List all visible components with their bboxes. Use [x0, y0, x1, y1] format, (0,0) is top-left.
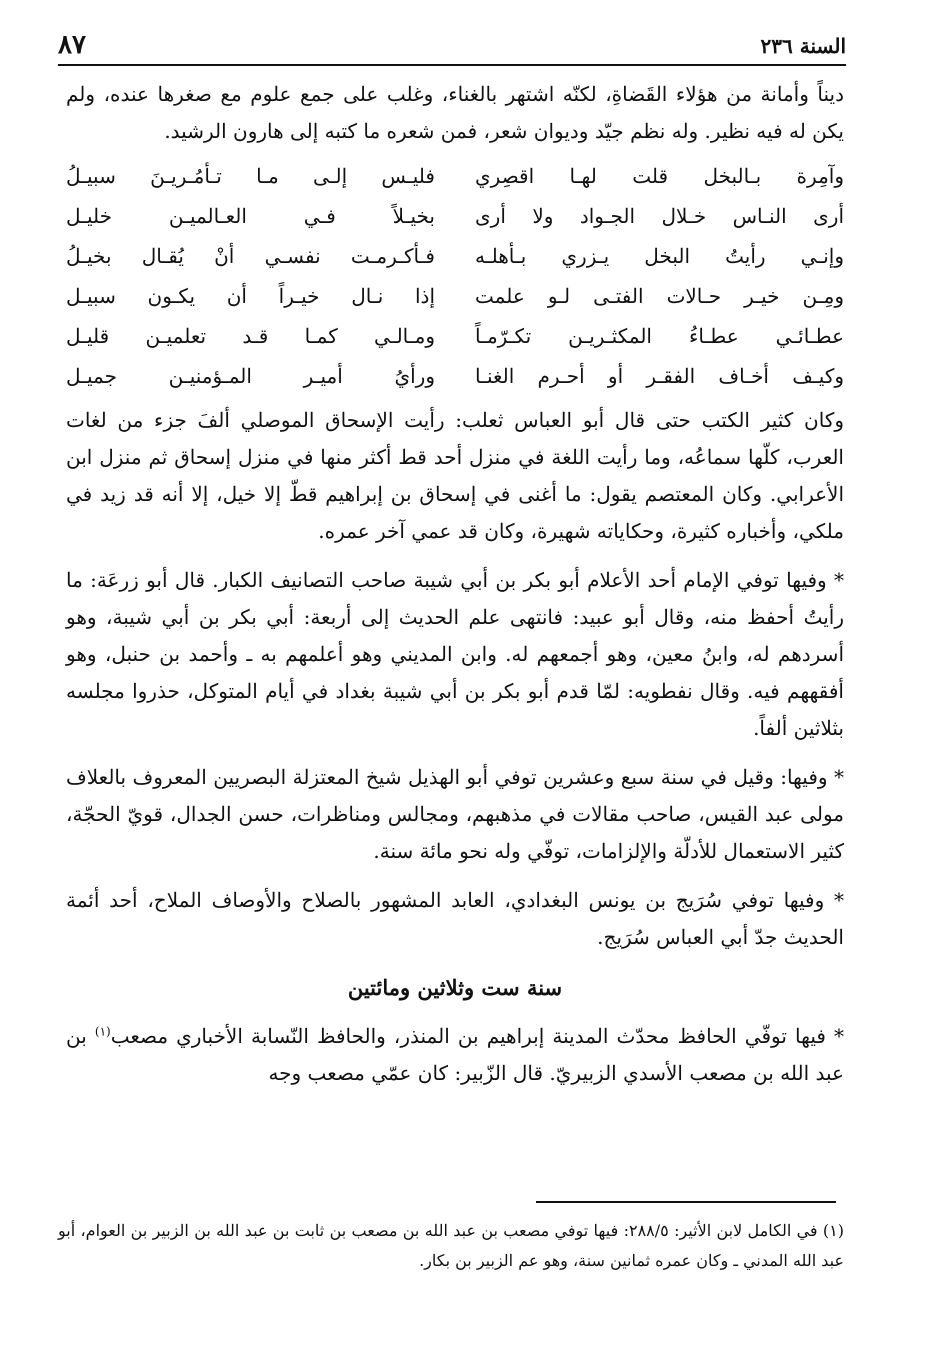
verse-3-first-hemistich: وإنـي رأيتُ البخل يـزري بـأهلـه	[475, 244, 844, 268]
verse-2-second-hemistich: بخيـلاً فـي العـالميـن خليـل	[66, 204, 435, 228]
verse-2-first-hemistich: أرى النـاس خـلال الجـواد ولا أرى	[475, 204, 844, 228]
page-number: ٨٧	[58, 30, 86, 60]
paragraph-abu-hudhayl: * وفيها: وقيل في سنة سبع وعشرين توفي أبو الهذيل شيخ المعتزلة البصريين المعروف بالعلاف مولى عبد القيس، صاحب مقالات في مذهبهم، ومجالس ومناظرات، حسن الجدال، قويّ الحجّة، كثير الاستعمال للأدلّة والإلزامات، توفّي وله نحو مائة سنة.	[66, 765, 844, 863]
verse-3-second-hemistich: فـأكـرمـت نفسـي أنْ يُقـال بخيـلُ	[66, 244, 435, 268]
verse-1-first-hemistich: وآمِرة بـالبخل قلت لهـا اقصِري	[475, 164, 844, 188]
year-236-text-end: بن عبد الله بن مصعب الأسدي الزبيريّ. قال الزّبير: كان عمّي مصعب وجه	[66, 1024, 844, 1085]
paragraph-surayj: * وفيها توفي سُرَيج بن يونس البغدادي، العابد المشهور بالصلاح والأوصاف الملاح، أحد أئمة الحديث جدّ أبي العباس سُرَيج.	[66, 888, 844, 949]
paragraph-abu-bakr: * وفيها توفي الإمام أحد الأعلام أبو بكر بن أبي شيبة صاحب التصانيف الكبار. قال أبو زرعَة: ما رأيتُ أحفظ منه، وقال أبو عبيد: فانتهى علم الحديث إلى أربعة: أبي بكر بن أبي شيبة، وهو أسردهم له، وابنُ معين، وهو أجمعهم له. وابن المديني وهو أعلمهم به ـ وأحمد بن حنبل، وهو أفقههم فيه. وقال نفطويه: لمّا قدم أبو بكر بن أبي شيبة بغداد في أيام المتوكل، حذروا مجلسه بثلاثين ألفاً.	[66, 568, 844, 740]
verse-5-first-hemistich: عطـائـي عطـاءُ المكثـريـن تكـرّمـاً	[475, 324, 844, 348]
page-header	[58, 30, 846, 64]
main-text	[66, 76, 844, 1092]
paragraph-intro: ديناً وأمانة من هؤلاء القَضاةِ، لكنّه اشتهر بالغناء، وغلب على جمع علوم مع صغرها عنده، ولم يكن له فيه نظير. وله نظم جيّد وديوان شعر، فمن شعره ما كتبه إلى هارون الرشيد.	[66, 82, 844, 143]
section-title: سنة ست وثلاثين ومائتين	[347, 975, 563, 1000]
verse-4-second-hemistich: إذا نـال خيـراً أن يكـون سبيـل	[66, 284, 435, 308]
verse-5-second-hemistich: ومـالـي كمـا قـد تعلميـن قليـل	[66, 324, 435, 348]
year-236-text-start: * فيها توفّي الحافظ محدّث المدينة إبراهيم بن المنذر، والحافظ النّسابة الأخباري مصعب	[110, 1024, 844, 1048]
footnote-rule	[536, 1201, 836, 1203]
paragraph-year-236	[66, 1018, 844, 1092]
running-head: السنة ٢٣٦	[760, 34, 846, 58]
paragraph-isaac-books: وكان كثير الكتب حتى قال أبو العباس ثعلب: رأيت الإسحاق الموصلي ألفَ جزء من لغات العرب، كلّها سماعُه، وما رأيت اللغة في منزل أحد قط أكثر منها في منزل إسحاق ثم منزل ابن الأعرابي. وكان المعتصم يقول: ما أغنى في إسحاق بن إبراهيم قطّ إلا خيل، إلا أنه قد زيد في ملكي، وأخباره كثيرة، وحكاياته شهيرة، وكان قد عمي آخر عمره.	[66, 408, 844, 543]
footnotes	[58, 1216, 844, 1276]
footnote-1: (١) في الكامل لابن الأثير: ٢٨٨/٥: فيها توفي مصعب بن عبد الله بن مصعب بن ثابت بن عبد الله بن الزبير بن العوام، أبو عبد الله المدني ـ وكان عمره ثمانين سنة، وهو عم الزبير بن بكار.	[58, 1221, 844, 1270]
verse-6-second-hemistich: ورأيُ أميـر المـؤمنيـن جميـل	[66, 364, 435, 388]
verse-4-first-hemistich: ومِـن خيـر حـالات الفتـى لـو علمت	[475, 284, 844, 308]
verse-6-first-hemistich: وكيـف أخـاف الفقـر أو أحـرم الغنـا	[475, 364, 844, 388]
header-rule	[58, 64, 846, 66]
poem	[66, 156, 844, 396]
verse-1-second-hemistich: فليـس إلـى مـا تـأمُـريـنَ سبيـلُ	[66, 164, 435, 188]
footnote-marker: (١)	[94, 1024, 111, 1039]
